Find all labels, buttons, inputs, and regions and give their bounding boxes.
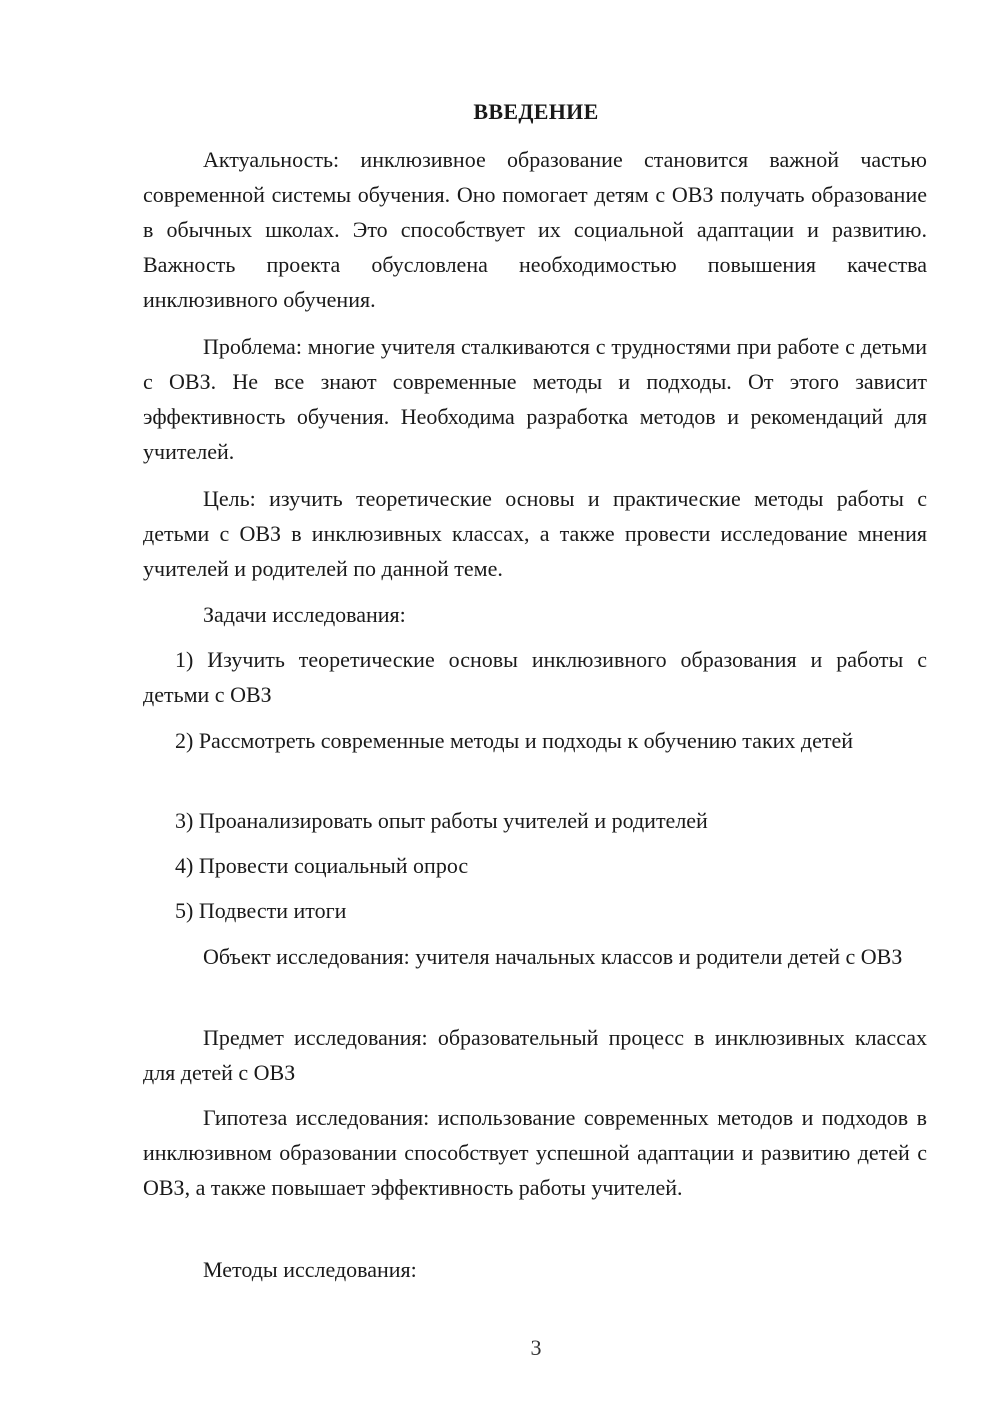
task-item-3: 3) Проанализировать опыт работы учителей и родителей [175,808,708,833]
object-paragraph: Объект исследования: учителя начальных классов и родители детей с ОВЗ [203,944,903,969]
tasks-heading: Задачи исследования: [203,602,406,627]
task-item-5: 5) Подвести итоги [175,898,347,923]
page-number: 3 [530,1335,542,1360]
task-item-2: 2) Рассмотреть современные методы и подходы к обучению таких детей [175,728,854,753]
goal-paragraph: Цель: изучить теоретические основы и практические методы работы с детьми с ОВЗ в инклюзивных классах, а также провести исследование мнения учителей и родителей по данной теме. [143,486,927,581]
section-heading: ВВЕДЕНИЕ [473,99,599,124]
hypothesis-paragraph: Гипотеза исследования: использование современных методов и подходов в инклюзивном образовании способствует успешной адаптации и развитию детей с ОВЗ, а также повышает эффективность работы учителей. [143,1105,927,1200]
methods-heading: Методы исследования: [203,1257,417,1282]
task-item-4: 4) Провести социальный опрос [175,853,469,878]
relevance-paragraph: Актуальность: инклюзивное образование становится важной частью современной системы обучения. Оно помогает детям с ОВЗ получать образование в обычных школах. Это способствует их социальной адаптации и развитию. Важность проекта обусловлена необходимостью повышения качества инклюзивного обучения. [143,147,927,312]
task-item-1: 1) Изучить теоретические основы инклюзивного образования и работы с детьми с ОВЗ [143,647,927,707]
subject-paragraph: Предмет исследования: образовательный процесс в инклюзивных классах для детей с ОВЗ [143,1025,927,1085]
problem-paragraph: Проблема: многие учителя сталкиваются с трудностями при работе с детьми с ОВЗ. Не все знают современные методы и подходы. От этого зависит эффективность обучения. Необходима разработка методов и рекомендаций для учителей. [143,334,927,464]
